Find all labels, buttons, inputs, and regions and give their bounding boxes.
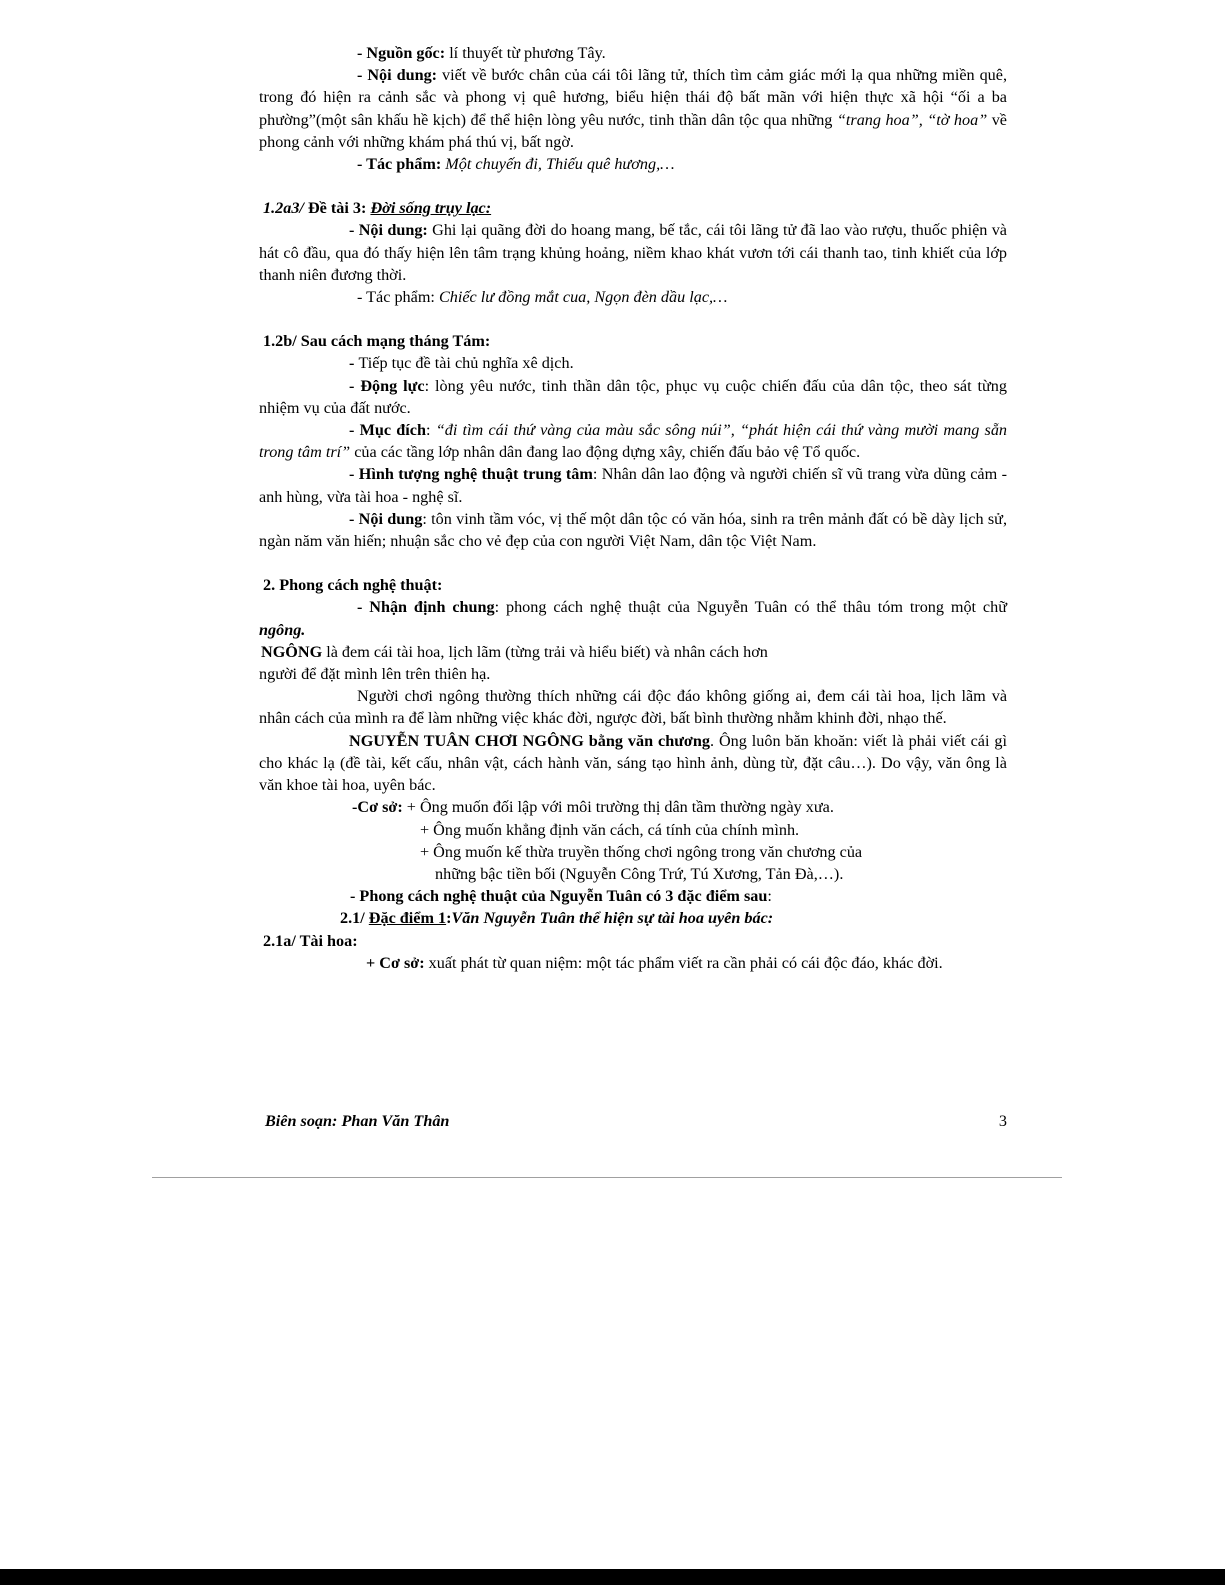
muc-dich-colon: : — [426, 421, 436, 440]
dong-luc-label: - Động lực — [349, 376, 425, 395]
nguyen-tuan-choi-ngong-text: . Ông luôn băn khoăn: viết là phải viết cái gì cho khác lạ (đề tài, kết cấu, nhân vật, cách hành văn, sáng tạo hình ảnh, dùng từ, đặt câu…). Do vậy, văn ông là văn khoe tài hoa, uyên bác. — [259, 731, 1007, 795]
phong-cach-3-dac-diem-line — [259, 885, 1007, 907]
nguon-goc-label: - Nguồn gốc: — [357, 44, 446, 62]
noi-dung-italic: “trang hoa”, “tờ hoa” — [836, 110, 988, 129]
nguon-goc-line — [259, 42, 1007, 64]
tai-hoa-heading: 2.1a/ Tài hoa: — [263, 931, 358, 950]
noi-dung-label: - Nội dung: — [357, 66, 438, 85]
hinh-tuong-text: : Nhân dân lao động và người chiến sĩ vũ trang vừa dũng cảm - anh hùng, vừa tài hoa - nghệ sĩ. — [259, 465, 1007, 506]
ngong-definition-line — [259, 641, 1007, 663]
noi-dung-paragraph-2 — [259, 219, 1007, 286]
ngong-definition-line-2: người để đặt mình lên trên thiên hạ. — [259, 665, 491, 684]
hinh-tuong-paragraph — [259, 463, 1007, 507]
tac-pham-label: - Tác phẩm: — [357, 155, 442, 174]
heading-number: 1.2a3/ — [263, 199, 304, 218]
tac-pham-text-2: Chiếc lư đồng mắt cua, Ngọn đèn dầu lạc,… — [438, 288, 728, 307]
noi-dung-text-3: : tôn vinh tầm vóc, vị thế một dân tộc có văn hóa, sinh ra trên mảnh đất có bề dày lịch sử, ngàn năm văn hiến; nhuận sắc cho vẻ đẹp của con người Việt Nam, dân tộc Việt Nam. — [259, 509, 1007, 551]
tac-pham-text: Một chuyến đi, Thiếu quê hương,… — [441, 155, 675, 174]
nguyen-tuan-choi-ngong-paragraph — [259, 730, 1007, 797]
noi-dung-text: viết về bước chân của cái tôi lãng tử, thích tìm cảm giác mới lạ qua những miền quê, trong đó hiện ra cảnh sắc và phong vị quê hương, biểu hiện thái độ bất mãn với hiện thực xã hội “ối a ba phường”(một sân khấu hề kịch) để thể hiện lòng yêu nước, tinh thần dân tộc qua những — [259, 66, 1007, 129]
ngong-text: là đem cái tài hoa, lịch lãm (từng trải và hiểu biết) và nhân cách hơn — [322, 642, 768, 661]
nhan-dinh-paragraph — [259, 596, 1007, 640]
nguyen-tuan-choi-ngong-label: NGUYỄN TUÂN CHƠI NGÔNG bằng văn chương — [349, 731, 710, 750]
dac-diem-colon: : — [446, 909, 452, 928]
nhan-dinh-label: - Nhận định chung — [357, 598, 495, 617]
section-heading-de-tai-3 — [259, 197, 1007, 219]
co-so-label: -Cơ sở: — [352, 798, 403, 817]
dac-diem-number: 2.1/ — [340, 909, 369, 928]
dash: - — [349, 354, 359, 373]
co-so-tai-hoa-label: + Cơ sở: — [366, 953, 425, 972]
noi-dung-paragraph — [259, 64, 1007, 153]
co-so-line-3b: những bậc tiền bối (Nguyễn Công Trứ, Tú Xương, Tản Đà,…). — [435, 864, 844, 883]
document-page — [259, 42, 1007, 974]
noi-dung-label-3: - Nội dung — [349, 509, 423, 528]
phong-cach-colon: : — [767, 887, 772, 906]
tiep-tuc-text: Tiếp tục đề tài chủ nghĩa xê dịch. — [358, 354, 574, 373]
co-so-line-2: + Ông muốn khẳng định văn cách, cá tính của chính mình. — [420, 820, 800, 839]
co-so-tai-hoa-text: xuất phát từ quan niệm: một tác phẩm viết ra cần phải có cái độc đáo, khác đời. — [424, 953, 943, 972]
ngong-label: NGÔNG — [261, 642, 323, 661]
tiep-tuc-line — [259, 352, 1007, 374]
muc-dich-label: - Mục đích — [349, 421, 426, 440]
page-number: 3 — [998, 1112, 1007, 1130]
noi-dung-text-end: về phong cảnh với những khám phá thú vị, bất ngờ. — [259, 110, 1007, 151]
phong-cach-3-dac-diem-text: - Phong cách nghệ thuật của Nguyễn Tuân có 3 đặc điểm sau — [350, 887, 768, 906]
section-heading-phong-cach: 2. Phong cách nghệ thuật: — [263, 576, 443, 595]
muc-dich-italic: “đi tìm cái thứ vàng của màu sắc sông núi”, “phát hiện cái thứ vàng mười mang sẵn trong tâm trí” — [259, 421, 1008, 462]
noi-dung-paragraph-3 — [259, 508, 1007, 552]
muc-dich-text: của các tầng lớp nhân dân đang lao động dựng xây, chiến đấu bảo vệ Tổ quốc. — [350, 443, 861, 462]
page-divider — [152, 1177, 1062, 1178]
co-so-tai-hoa-paragraph — [259, 952, 1007, 974]
co-so-item-1: + Ông muốn đối lập với môi trường thị dân tầm thường ngày xưa. — [402, 798, 834, 817]
dong-luc-text: : lòng yêu nước, tinh thần dân tộc, phục vụ cuộc chiến đấu của dân tộc, theo sát từng nhiệm vụ của đất nước. — [259, 376, 1007, 417]
footer-author: Biên soạn: Phan Văn Thân — [265, 1112, 450, 1130]
dong-luc-paragraph — [259, 375, 1007, 419]
dac-diem-title: Văn Nguyễn Tuân thể hiện sự tài hoa uyên bác: — [451, 909, 774, 928]
heading-de-tai: Đề tài 3: — [303, 199, 371, 218]
co-so-line-1 — [259, 796, 1007, 818]
noi-dung-label-2: - Nội dung: — [349, 221, 428, 240]
nguoi-choi-paragraph: Người chơi ngông thường thích những cái độc đáo không giống ai, đem cái tài hoa, lịch lãm và nhân cách của mình ra để làm những việc khác đời, ngược đời, bất bình thường nhằm khinh đời, nhạo thế. — [259, 687, 1007, 728]
tac-pham-line-2 — [259, 286, 1007, 308]
nguon-goc-text: lí thuyết từ phương Tây. — [445, 44, 606, 62]
nhan-dinh-word: ngông. — [259, 620, 306, 639]
bottom-edge-bar — [0, 1569, 1225, 1585]
heading-title: Đời sống trụy lạc: — [370, 199, 492, 218]
hinh-tuong-label: - Hình tượng nghệ thuật trung tâm — [349, 465, 593, 484]
page-footer — [265, 1112, 1007, 1131]
muc-dich-paragraph — [259, 419, 1007, 463]
noi-dung-text-2: Ghi lại quãng đời do hoang mang, bế tắc, cái tôi lãng tử đã lao vào rượu, thuốc phiện và hát cô đầu, qua đó thấy hiện lên tâm trạng khủng hoảng, niềm khao khát vươn tới cái thanh tao, tinh khiết của lớp thanh niên đương thời. — [259, 221, 1007, 284]
tac-pham-line — [259, 153, 1007, 175]
nhan-dinh-text: : phong cách nghệ thuật của Nguyễn Tuân có thể thâu tóm trong một chữ — [494, 598, 1007, 617]
tac-pham-label-2: - Tác phẩm: — [357, 288, 439, 307]
co-so-line-3: + Ông muốn kế thừa truyền thống chơi ngông trong văn chương của — [420, 842, 863, 861]
section-heading-sau-cmt8: 1.2b/ Sau cách mạng tháng Tám: — [263, 332, 491, 351]
dac-diem-1-heading — [259, 907, 1007, 929]
dac-diem-label: Đặc điểm 1 — [368, 909, 447, 928]
